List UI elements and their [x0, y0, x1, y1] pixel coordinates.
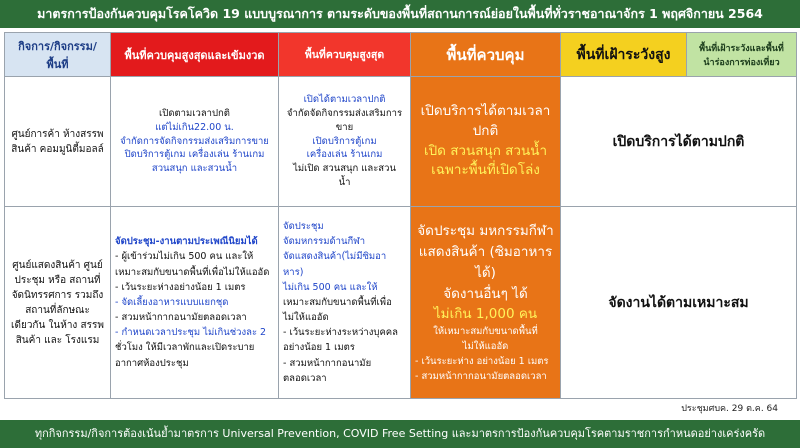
cell-exhibition-control: จัดประชุม มหกรรมกีฬา แสดงสินค้า (ซิมอาหารได้) จัดงานอื่นๆ ได้ ไม่เกิน 1,000 คน ให้เหมาะสมกับขนาดพื้นที่ ไม่ให้แออัด - เว้นระยะห่าง อย่างน้อย 1 เมตร - สวมหน้ากากอนามัยตลอดเวลา	[411, 207, 561, 399]
table-row	[5, 207, 797, 399]
page-title: มาตรการป้องกันควบคุมโรคโควิด 19 แบบบูรณาการ ตามระดับของพื้นที่สถานการณ์ย่อยในพื้นที่ทั่วราชอาณาจักร 1 พฤศจิกายน 2564	[0, 0, 800, 28]
header-high-surveillance-zone: พื้นที่เฝ้าระวังสูง	[561, 33, 687, 77]
table-row	[5, 77, 797, 207]
cell-mall-surveillance: เปิดบริการได้ตามปกติ	[561, 77, 797, 207]
cell-mall-maximum: เปิดได้ตามเวลาปกติ จำกัดจัดกิจกรรมส่งเสริมการ ขาย เปิดบริการตู้เกม เครื่องเล่น ร้านเกม ไม่เปิด สวนสนุก และสวน น้ำ	[279, 77, 411, 207]
cell-exhibition-maximum-strict: จัดประชุม-งานตามประเพณีนิยมได้ - ผู้เข้าร่วมไม่เกิน 500 คน และให้ เหมาะสมกับขนาดพื้นที่เพื่อไม่ให้แออัด - เว้นระยะห่างอย่างน้อย 1 เมตร - จัดเลี้ยงอาหารแบบแยกชุด - สวมหน้ากากอนามัยตลอดเวลา - กำหนดเวลาประชุม ไม่เกินช่วงละ 2 ชั่วโมง ให้มีเวลาพักและเปิดระบาย อากาศห้องประชุม	[111, 207, 279, 399]
header-control-zone: พื้นที่ควบคุม	[411, 33, 561, 77]
cell-mall-maximum-strict: เปิดตามเวลาปกติ แต่ไม่เกิน22.00 น. จำกัดการจัดกิจกรรมส่งเสริมการขาย ปิดบริการตู้เกม เครื่องเล่น ร้านเกม สวนสนุก และสวนน้ำ	[111, 77, 279, 207]
header-maximum-strict-zone: พื้นที่ควบคุมสูงสุดและเข้มงวด	[111, 33, 279, 77]
header-maximum-zone: พื้นที่ควบคุมสูงสุด	[279, 33, 411, 77]
cell-mall-control: เปิดบริการได้ตามเวลา ปกติ เปิด สวนสนุก สวนน้ำ เฉพาะพื้นที่เปิดโล่ง	[411, 77, 561, 207]
measures-table	[4, 32, 797, 399]
header-activity: กิจการ/กิจกรรม/ พื้นที่	[5, 33, 111, 77]
footer-banner: ทุกกิจกรรม/กิจการต้องเน้นย้ำมาตรการ Universal Prevention, COVID Free Setting และมาตรการป้องกันควบคุมโรคตามราชการกำหนดอย่างเคร่งครัด	[0, 420, 800, 448]
cell-exhibition-surveillance: จัดงานได้ตามเหมาะสม	[561, 207, 797, 399]
header-row	[5, 33, 797, 77]
cell-exhibition-maximum: จัดประชุม จัดมหกรรมด้านกีฬา จัดแสดงสินค้า(ไม่มีซิมอาหาร) ไม่เกิน 500 คน และให้ เหมาะสมกับขนาดพื้นที่เพื่อ ไม่ให้แออัด - เว้นระยะห่างระหว่างบุคคล อย่างน้อย 1 เมตร - สวมหน้ากากอนามัย ตลอดเวลา	[279, 207, 411, 399]
meeting-note: ประชุมศบค. 29 ต.ค. 64	[681, 404, 778, 414]
row-label-shopping-mall: ศูนย์การค้า ห้างสรรพสินค้า คอมมูนิตี้มอลล์	[5, 77, 111, 207]
header-surveillance-tourism-zone: พื้นที่เฝ้าระวังและพื้นที่นำร่องการท่องเที่ยว	[687, 33, 797, 77]
row-label-exhibition-center: ศูนย์แสดงสินค้า ศูนย์ประชุม หรือ สถานที่จัดนิทรรศการ รวมถึงสถานที่ลักษณะเดียวกัน ในห้าง สรรพสินค้า และ โรงแรม	[5, 207, 111, 399]
